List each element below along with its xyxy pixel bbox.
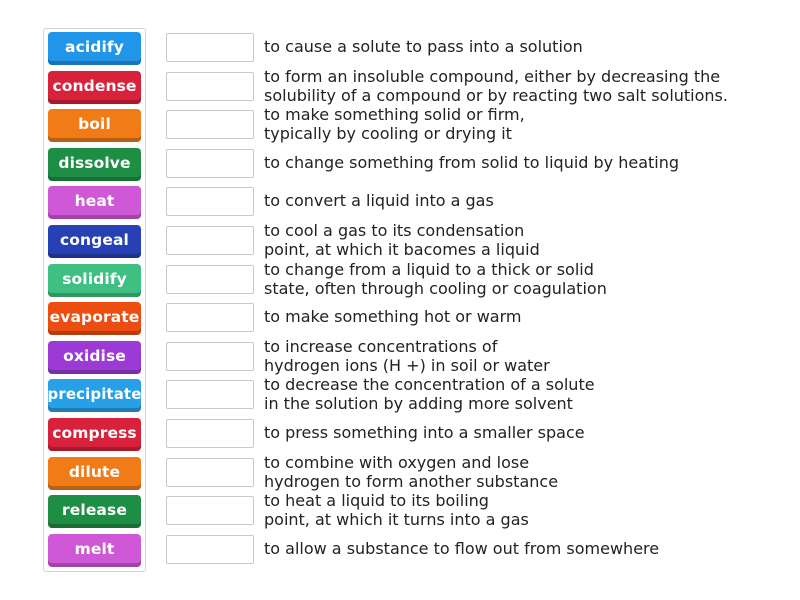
word-tile-label: dissolve [58, 153, 131, 172]
definition-8 [264, 307, 764, 326]
definition-line-2: point, at which it turns into a gas [264, 510, 529, 530]
word-tile-dissolve[interactable] [48, 148, 141, 181]
answer-drop-slot-13[interactable] [166, 496, 254, 525]
answer-drop-slot-3[interactable] [166, 110, 254, 139]
answer-drop-slot-9[interactable] [166, 342, 254, 371]
definition-line-1: to form an insoluble compound, either by decreasing the [264, 66, 721, 86]
definition-line-1: to heat a liquid to its boiling [264, 491, 489, 511]
definition-line-2: solubility of a compound or by reacting two salt solutions. [264, 85, 728, 105]
word-tile-release[interactable] [48, 495, 141, 528]
definition-13 [264, 491, 764, 529]
word-tile-solidify[interactable] [48, 264, 141, 297]
word-tile-condense[interactable] [48, 71, 141, 104]
definition-line-1: to decrease the concentration of a solute [264, 375, 595, 395]
answer-drop-slot-5[interactable] [166, 187, 254, 216]
answer-drop-slot-8[interactable] [166, 303, 254, 332]
definition-line-2: state, often through cooling or coagulation [264, 278, 607, 298]
definition-10 [264, 375, 764, 413]
answer-drop-slot-12[interactable] [166, 458, 254, 487]
answer-drop-slot-2[interactable] [166, 72, 254, 101]
word-tile-label: precipitate [47, 385, 142, 404]
word-tile-label: compress [52, 424, 137, 442]
definition-line-1: to convert a liquid into a gas [264, 191, 494, 211]
word-tile-label: release [62, 501, 127, 520]
definition-1 [264, 37, 764, 56]
word-tile-label: solidify [62, 269, 127, 288]
definition-9 [264, 337, 764, 375]
definition-line-1: to press something into a smaller space [264, 423, 585, 442]
definition-3 [264, 105, 764, 143]
word-tile-precipitate[interactable] [48, 379, 141, 412]
definition-5 [264, 191, 764, 210]
word-tile-label: condense [52, 76, 137, 95]
definition-line-2: point, at which it bacomes a liquid [264, 240, 540, 259]
word-tile-boil[interactable] [48, 109, 141, 142]
definition-line-1: to increase concentrations of [264, 336, 498, 356]
answer-drop-slot-6[interactable] [166, 226, 254, 255]
definition-line-1: to make something solid or firm, [264, 105, 525, 125]
word-tile-heat[interactable] [48, 186, 141, 219]
definition-line-2: hydrogen ions (H +) in soil or water [264, 355, 550, 375]
answer-drop-slot-1[interactable] [166, 33, 254, 62]
answer-drop-slot-4[interactable] [166, 149, 254, 178]
word-tile-label: melt [74, 539, 115, 558]
definition-line-2: hydrogen to form another substance [264, 471, 559, 491]
word-tile-evaporate[interactable] [48, 302, 141, 335]
definition-line-1: to change from a liquid to a thick or solid [264, 259, 594, 279]
definition-14 [264, 539, 764, 558]
definition-4 [264, 153, 764, 172]
definition-line-2: typically by cooling or drying it [264, 124, 512, 144]
word-tile-label: acidify [65, 38, 124, 56]
answer-drop-slot-11[interactable] [166, 419, 254, 448]
answer-drop-slot-10[interactable] [166, 380, 254, 409]
word-tile-label: heat [74, 192, 115, 211]
definition-line-1: to cool a gas to its condensation [264, 221, 525, 240]
word-tile-panel [43, 28, 146, 572]
word-tile-label: evaporate [49, 308, 140, 327]
definition-2 [264, 67, 764, 105]
word-tile-congeal[interactable] [48, 225, 141, 258]
definition-line-1: to make something hot or warm [264, 307, 522, 327]
word-tile-label: congeal [60, 231, 129, 249]
word-tile-label: oxidise [63, 346, 126, 365]
definition-line-1: to cause a solute to pass into a solution [264, 37, 583, 56]
word-tile-dilute[interactable] [48, 457, 141, 490]
answer-drop-slot-7[interactable] [166, 265, 254, 294]
answer-drop-slot-14[interactable] [166, 535, 254, 564]
definition-line-1: to combine with oxygen and lose [264, 452, 530, 472]
word-tile-melt[interactable] [48, 534, 141, 567]
definition-line-1: to change something from solid to liquid by heating [264, 152, 680, 172]
definition-12 [264, 453, 764, 491]
definition-line-1: to allow a substance to flow out from somewhere [264, 538, 660, 558]
definition-11 [264, 423, 764, 442]
word-tile-oxidise[interactable] [48, 341, 141, 374]
word-tile-acidify[interactable] [48, 32, 141, 65]
definition-line-2: in the solution by adding more solvent [264, 394, 573, 414]
word-tile-label: boil [78, 115, 111, 134]
word-tile-label: dilute [68, 462, 121, 481]
word-tile-compress[interactable] [48, 418, 141, 451]
definition-6 [264, 221, 764, 259]
definition-7 [264, 260, 764, 298]
